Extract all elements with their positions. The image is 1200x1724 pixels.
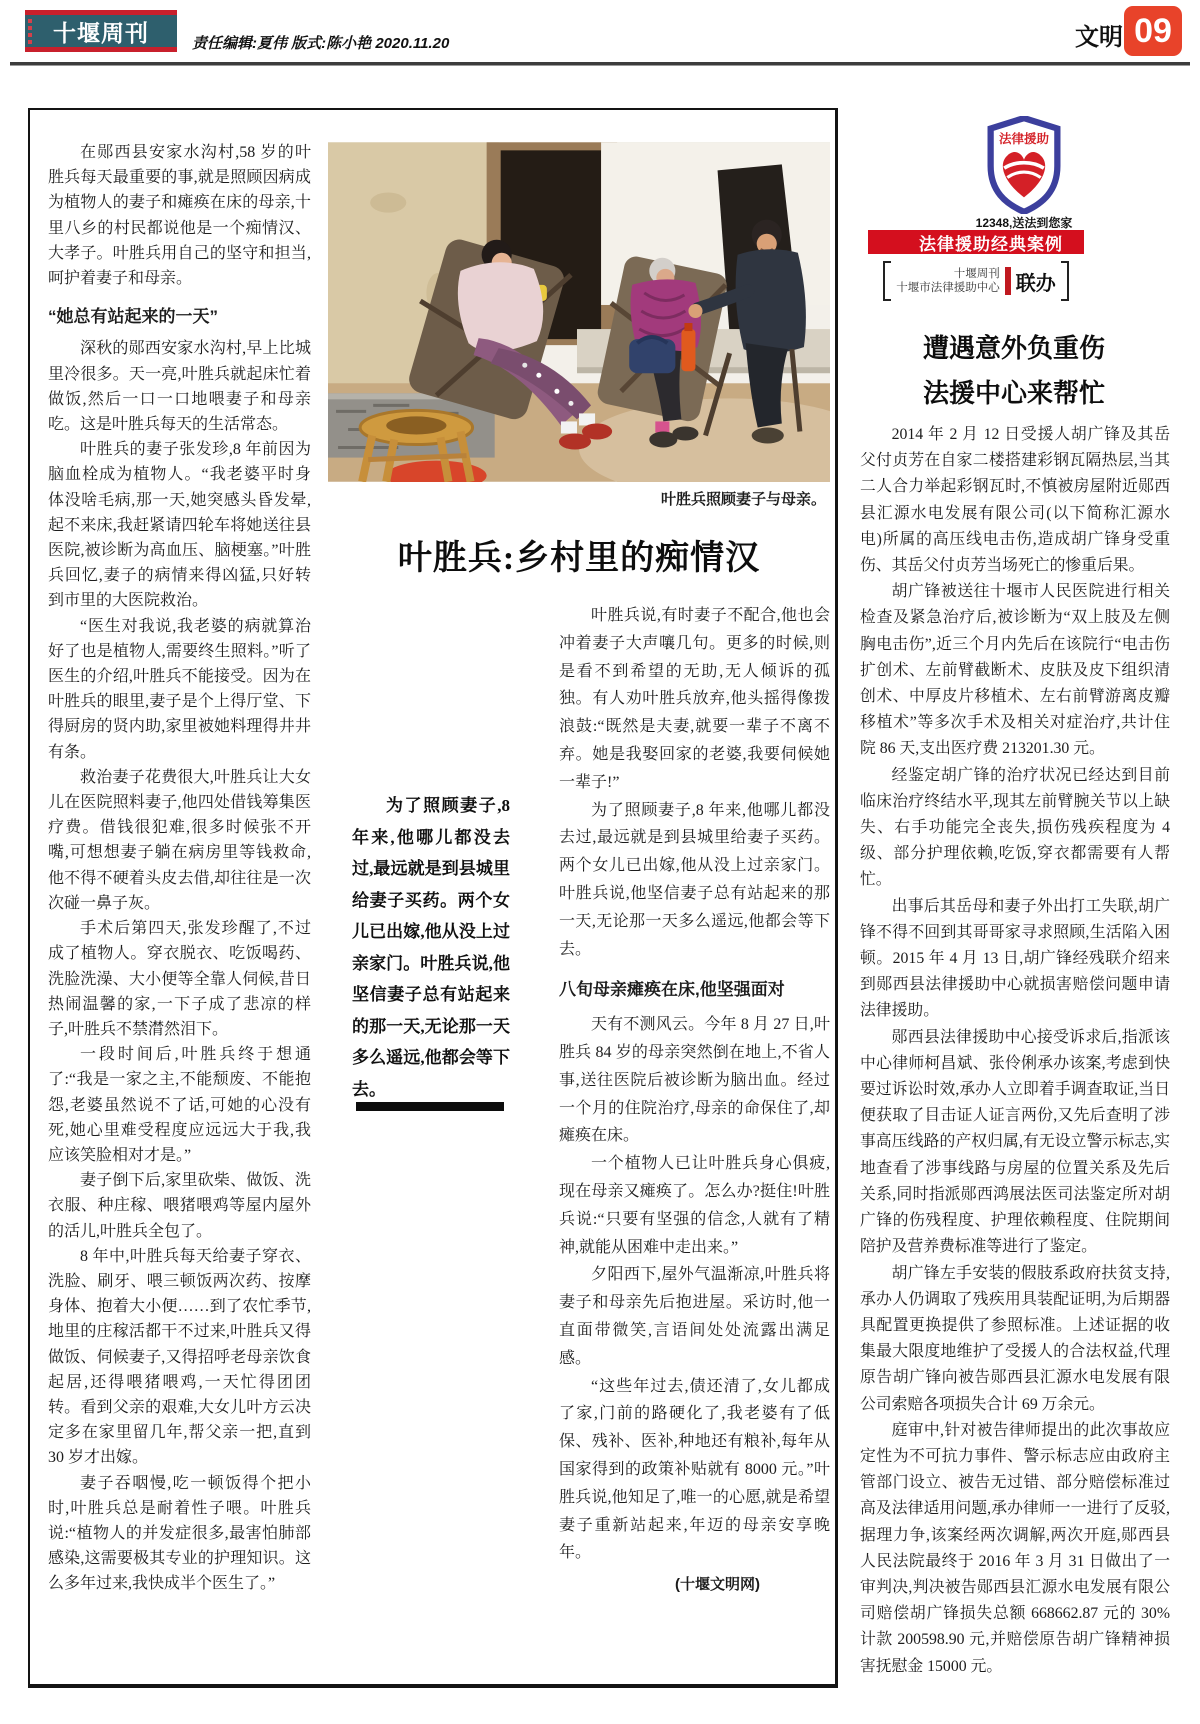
paragraph: 夕阳西下,屋外气温渐凉,叶胜兵将妻子和母亲先后抱进屋。采访时,他一直面带微笑,言语间处处流露出满足感。 bbox=[559, 1266, 830, 1367]
paragraph: 救治妻子花费很大,叶胜兵让大女儿在医院照料妻子,他四处借钱筹集医疗费。借钱很犯难,很多时候张不开嘴,可想想妻子躺在病房里等钱救命,他不得不硬着头皮去借,却往往是一次次碰一鼻子灰。 bbox=[48, 768, 311, 912]
paragraph: 妻子吞咽慢,吃一顿饭得个把小时,叶胜兵总是耐着性子喂。叶胜兵说:“植物人的并发症很多,最害怕肺部感染,这需要极其专业的护理知识。这么多年过来,我快成半个医生了。” bbox=[48, 1474, 311, 1593]
right-headline-line1: 遭遇意外负重伤 bbox=[922, 334, 1105, 363]
bracket-right bbox=[1061, 261, 1069, 301]
paragraph: 郧西县法律援助中心接受诉求后,指派该中心律师柯昌斌、张伶俐承办该案,考虑到快要过诉讼时效,承办人立即着手调查取证,当日便获取了目击证人证言两份,又先后查明了涉事高压线路的产权归属,有无设立警示标志,实地查看了涉事线路与房屋的位置关系及先后关系,同时指派郧西鸿展法医司法鉴定所对胡广锋的伤残程度、护理依赖程度、住院期间陪护及营养费标准等进行了鉴定。 bbox=[860, 1028, 1170, 1256]
paragraph: 在郧西县安家水沟村,58 岁的叶胜兵每天最重要的事,就是照顾因病成为植物人的妻子和瘫痪在床的母亲,十里八乡的村民都说他是一个痴情汉、大孝子。叶胜兵用自己的坚守和担当,呵护着妻子和母亲。 bbox=[48, 144, 311, 288]
paragraph: 2014 年 2 月 12 日受援人胡广锋及其岳父付贞芳在自家二楼搭建彩钢瓦隔热层,当其二人合力举起彩钢瓦时,不慎被房屋附近郧西县汇源水电发展有限公司(以下简称汇源水电)所属的高压线电击伤,造成胡广锋身受重伤、其岳父付贞芳当场死亡的惨重后果。 bbox=[860, 426, 1170, 575]
joint-name-1: 十堰周刊 bbox=[953, 268, 1000, 280]
joint-red-bar bbox=[1005, 267, 1011, 295]
paragraph: 叶胜兵说,有时妻子不配合,他也会冲着妻子大声嚷几句。更多的时候,则是看不到希望的无助,无人倾诉的孤独。有人劝叶胜兵放弃,他头摇得像拨浪鼓:“既然是夫妻,就要一辈子不离不弃。她是我娶回家的老婆,我要伺候她一辈子!” bbox=[559, 607, 830, 791]
paragraph: 胡广锋被送往十堰市人民医院进行相关检查及紧急治疗后,被诊断为“双上肢及左侧胸电击伤”,近三个月内先后在该院行“电击伤扩创术、左前臂截断术、皮肤及皮下组织清创术、中厚皮片移植术、左右前臂游离皮瓣移植术”等多次手术及相关对症治疗,共计住院 86 天,支出医疗费 213201.30 元。 bbox=[860, 583, 1170, 758]
masthead-title: 十堰周刊 bbox=[53, 20, 149, 46]
paragraph: 叶胜兵的妻子张发珍,8 年前因为脑血栓成为植物人。“我老婆平时身体没啥毛病,那一天,她突感头昏发晕,起不来床,我赶紧请四轮车将她送往县医院,被诊断为高血压、脑梗塞。”叶胜兵回忆,妻子的病情来得凶猛,只好转到市里的大医院救治。 bbox=[48, 441, 311, 610]
paragraph: 一段时间后,叶胜兵终于想通了:“我是一家之主,不能颓废、不能抱怨,老婆虽然说不了话,可她的心没有死,她心里难受程度应远远大于我,我应该笑脸相对才是。” bbox=[48, 1046, 311, 1164]
joint-label: 联办 bbox=[1015, 272, 1056, 295]
bracket-left bbox=[883, 261, 891, 301]
paragraph: 出事后其岳母和妻子外出打工失联,胡广锋不得不回到其哥哥家寻求照顾,生活陷入困顿。2015 年 4 月 13 日,胡广锋经残联介绍来到郧西县法律援助中心就损害赔偿问题申请法律援助。 bbox=[860, 897, 1170, 1020]
masthead-logo bbox=[25, 10, 177, 52]
subhead-mother-paralyzed: 八旬母亲瘫痪在床,他坚强面对 bbox=[559, 980, 785, 1000]
main-article-column-2 bbox=[559, 602, 830, 1599]
joint-name-2: 十堰市法律援助中心 bbox=[896, 282, 1000, 294]
subhead-she-will-stand: “她总有站起来的一天” bbox=[48, 307, 218, 327]
paragraph: 深秋的郧西安家水沟村,早上比城里冷很多。天一亮,叶胜兵就起床忙着做饭,然后一口一口地喂妻子和母亲吃。这是叶胜兵每天的生活常态。 bbox=[48, 340, 311, 434]
legal-aid-tagline: 12348,送法到您家 bbox=[975, 216, 1073, 230]
paragraph: 8 年中,叶胜兵每天给妻子穿衣、洗脸、刷牙、喂三顿饭两次药、按摩身体、抱着大小便……到了农忙季节,地里的庄稼活都干不过来,叶胜兵又得做饭、伺候妻子,又得招呼老母亲饮食起居,还得喂猪喂鸡,一天忙得团团转。看到父亲的艰难,大女儿叶方云决定多在家里留几年,帮父亲一把,直到 30 岁才出嫁。 bbox=[48, 1247, 311, 1467]
editor-line: 责任编辑:夏伟 版式:陈小艳 2020.11.20 bbox=[192, 35, 450, 52]
photo-illustration bbox=[328, 142, 830, 482]
right-headline-line2: 法援中心来帮忙 bbox=[922, 379, 1105, 408]
right-article-body bbox=[860, 422, 1170, 1680]
news-photo bbox=[328, 142, 830, 482]
paragraph: 庭审中,针对被告律师提出的此次事故应定性为不可抗力事件、警示标志应由政府主管部门设立、被告无过错、部分赔偿标准过高及法律适用问题,承办律师一一进行了反驳,据理力争,该案经两次调解,两次开庭,郧西县人民法院最终于 2016 年 3 月 31 日做出了一审判决,判决被告郧西县汇源水电发展有限公司赔偿胡广锋损失总额 668662.87 元的 30%计款 200598.90 元,并赔偿原告胡广锋精神损害抚慰金 15000 元。 bbox=[860, 1421, 1170, 1675]
main-article-column-1 bbox=[48, 140, 311, 1597]
pull-quote-rule bbox=[356, 1102, 504, 1111]
paragraph: 经鉴定胡广锋的治疗状况已经达到目前临床治疗终结水平,现其左前臂腕关节以上缺失、右手功能完全丧失,损伤残疾程度为 4 级、部分护理依赖,吃饭,穿衣都需要有人帮忙。 bbox=[860, 766, 1170, 889]
paragraph: 为了照顾妻子,8 年来,他哪儿都没去过,最远就是到县城里给妻子买药。两个女儿已出嫁,他从没上过亲家门。叶胜兵说,他坚信妻子总有站起来的那一天,无论那一天多么遥远,他都会等下去。 bbox=[559, 801, 830, 958]
masthead-side-marks bbox=[28, 19, 32, 44]
paragraph: 天有不测风云。今年 8 月 27 日,叶胜兵 84 岁的母亲突然倒在地上,不省人事,送往医院后被诊断为脑出血。经过一个月的住院治疗,母亲的命保住了,却瘫痪在床。 bbox=[559, 1016, 830, 1145]
paragraph: 妻子倒下后,家里砍柴、做饭、洗衣服、种庄稼、喂猪喂鸡等屋内屋外的活儿,叶胜兵全包了。 bbox=[48, 1172, 311, 1240]
legal-aid-banner: 法律援助经典案例 bbox=[868, 230, 1084, 254]
joint-publish-block bbox=[868, 258, 1084, 304]
paragraph: “这些年过去,债还清了,女儿都成了家,门前的路硬化了,我老婆有了低保、残补、医补,种地还有粮补,每年从国家得到的政策补贴就有 8000 元。”叶胜兵说,他知足了,唯一的心愿,就是希望妻子重新站起来,年迈的母亲安享晚年。 bbox=[559, 1377, 830, 1562]
legal-aid-shield-icon bbox=[986, 116, 1062, 214]
section-label: 文明 bbox=[1075, 24, 1123, 51]
right-article-headline bbox=[858, 326, 1170, 416]
joint-publisher-names bbox=[896, 267, 1000, 295]
photo-caption: 叶胜兵照顾妻子与母亲。 bbox=[660, 491, 826, 508]
main-article-box bbox=[28, 108, 838, 1688]
paragraph: 手术后第四天,张发珍醒了,不过成了植物人。穿衣脱衣、吃饭喝药、洗脸洗澡、大小便等全靠人伺候,昔日热闹温馨的家,一下子成了悲凉的样子,叶胜兵不禁潸然泪下。 bbox=[48, 920, 311, 1038]
header-rule bbox=[10, 62, 1190, 66]
main-headline: 叶胜兵:乡村里的痴情汉 bbox=[397, 540, 761, 577]
paragraph: “医生对我说,我老婆的病就算治好了也是植物人,需要终生照料。”听了医生的介绍,叶胜兵不能接受。因为在叶胜兵的眼里,妻子是个上得厅堂、下得厨房的贤内助,家里被她料理得井井有条。 bbox=[48, 617, 311, 761]
page-number-badge: 09 bbox=[1124, 6, 1182, 56]
source-credit: (十堰文明网) bbox=[675, 1576, 760, 1594]
paragraph: 胡广锋左手安装的假肢系政府扶贫支持,承办人仍调取了残疾用具装配证明,为后期器具配置更换提供了参照标准。上述证据的收集最大限度地维护了受援人的合法权益,代理原告胡广锋向被告郧西县汇源水电发展有限公司索赔各项损失合计 69 万余元。 bbox=[860, 1264, 1170, 1413]
paragraph: 一个植物人已让叶胜兵身心俱疲,现在母亲又瘫痪了。怎么办?挺住!叶胜兵说:“只要有坚强的信念,人就有了精神,就能从困难中走出来。” bbox=[559, 1155, 830, 1256]
svg-text:法律援助: 法律援助 bbox=[998, 132, 1050, 147]
pull-quote: 为了照顾妻子,8 年来,他哪儿都没去过,最远就是到县城里给妻子买药。两个女儿已出嫁,他从没上过亲家门。叶胜兵说,他坚信妻子总有站起来的那一天,无论那一天多么遥远,他都会等下去。 bbox=[352, 796, 510, 1099]
